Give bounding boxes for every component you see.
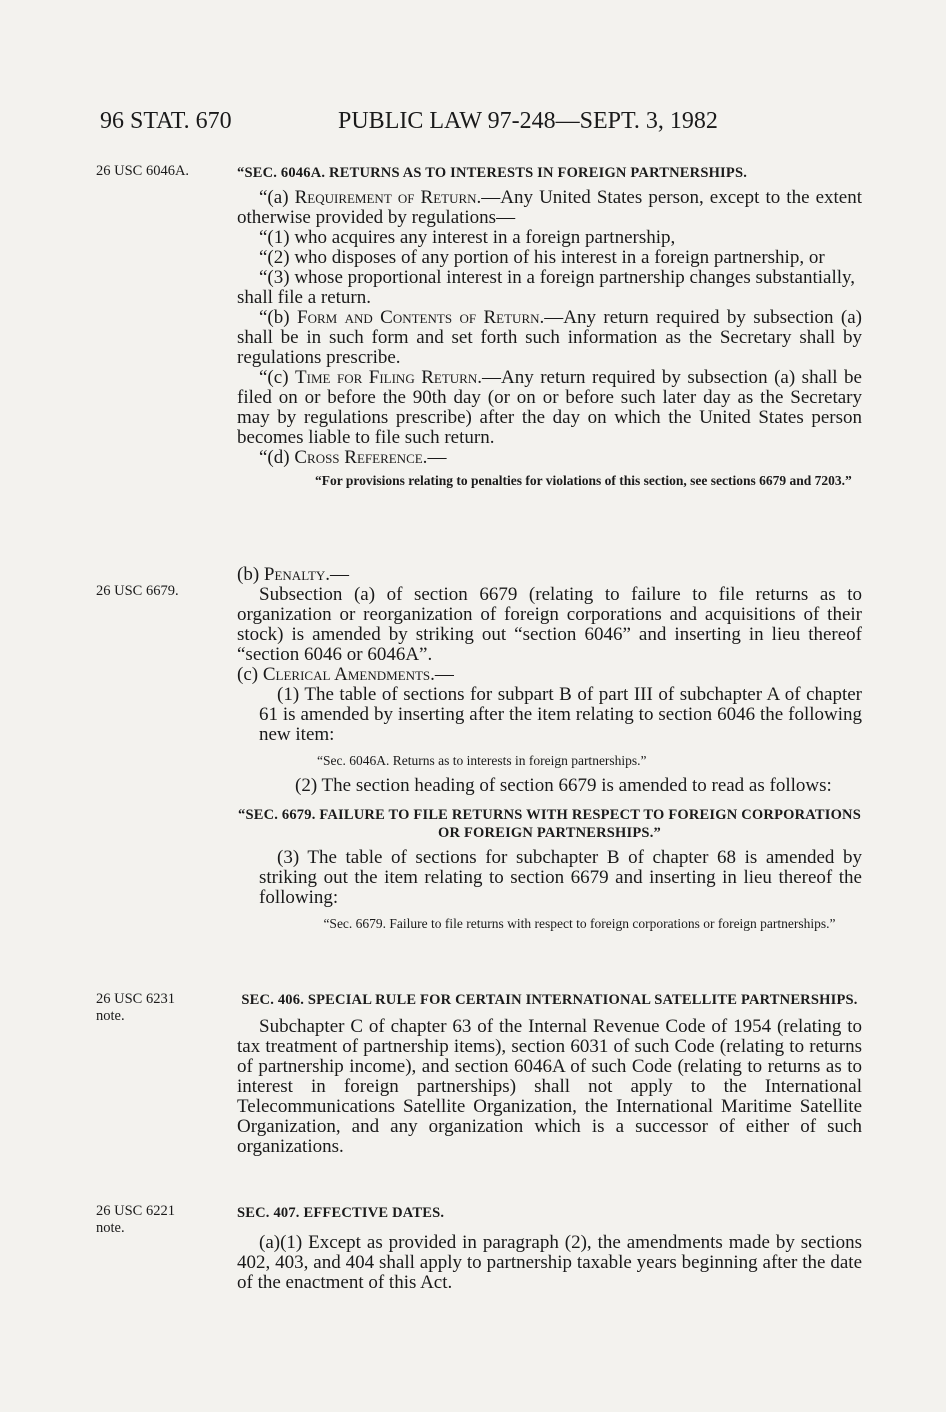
- penalty-text: Subsection (a) of section 6679 (relating to failure to file returns as to organization or reorganization of foreign corporations and acquisitions of their stock) is amended by striking out “section 6046” and inserting in lieu thereof “section 6046 or 6046A”.: [237, 584, 862, 665]
- margin-note-6221: [96, 1203, 175, 1237]
- clerical-p1-item: “Sec. 6046A. Returns as to interests in foreign partnerships.”: [317, 753, 647, 768]
- margin-note-6231: [96, 991, 175, 1025]
- para-caption: Form and Contents of Return.: [297, 307, 545, 328]
- section-heading: SEC. 407. EFFECTIVE DATES.: [237, 1205, 445, 1221]
- section-406: [237, 991, 862, 1157]
- paragraph-a: [237, 188, 862, 228]
- para-lead: “(c): [259, 367, 296, 388]
- penalty-heading: [237, 565, 862, 585]
- para-text: —: [427, 447, 447, 468]
- para-lead: “(d): [259, 447, 295, 468]
- paragraph-a3: “(3) whose proportional interest in a foreign partnership changes substantially,: [259, 267, 856, 288]
- margin-note-6679: 26 USC 6679.: [96, 583, 179, 599]
- section-text: (a)(1) Except as provided in paragraph (2), the amendments made by sections 402, 403, and 404 shall apply to partnership taxable years beginning after the date of the enactment of this Act.: [237, 1232, 862, 1293]
- clerical-p1: (1) The table of sections for subpart B of part III of subchapter A of chapter 61 is amended by inserting after the item relating to section 6046 the following new item:: [259, 684, 862, 745]
- para-caption: Clerical Amendments.: [262, 664, 435, 685]
- clerical-p2-heading: “SEC. 6679. FAILURE TO FILE RETURNS WITH RESPECT TO FOREIGN CORPORATIONS OR FOREIGN PARTNERSHIPS.”: [238, 807, 861, 841]
- clerical-heading: [237, 665, 862, 685]
- section-6046a: [237, 163, 862, 488]
- page-title: PUBLIC LAW 97-248—SEPT. 3, 1982: [338, 108, 718, 134]
- section-heading: “SEC. 6046A. RETURNS AS TO INTERESTS IN FOREIGN PARTNERSHIPS.: [237, 165, 748, 181]
- para-dash: —: [330, 564, 350, 585]
- para-text: —Any return required by subsection (a) shall be filed on or before the 90th day (or on or before such later day as the Secretary may by regulations prescribe) after the day on which the United States person becomes liable to file such return.: [237, 367, 862, 448]
- margin-note-6046a: 26 USC 6046A.: [96, 163, 190, 179]
- paragraph-a2: “(2) who disposes of any portion of his interest in a foreign partnership, or: [259, 247, 825, 268]
- para-dash: —: [434, 664, 454, 685]
- para-text: —Any United States person, except to the extent otherwise provided by regulations—: [237, 187, 862, 228]
- section-heading: SEC. 406. SPECIAL RULE FOR CERTAIN INTERNATIONAL SATELLITE PARTNERSHIPS.: [241, 992, 858, 1008]
- paragraph-a-end: shall file a return.: [237, 287, 372, 308]
- margin-note-line: 26 USC 6231: [96, 991, 175, 1007]
- clerical-p2: (2) The section heading of section 6679 is amended to read as follows:: [295, 775, 832, 796]
- paragraph-d: [237, 448, 862, 468]
- paragraph-a1: “(1) who acquires any interest in a foreign partnership,: [259, 227, 676, 248]
- page-number: 96 STAT. 670: [100, 108, 232, 134]
- margin-note-line: 26 USC 6221: [96, 1203, 175, 1219]
- para-caption: Time for Filing Return.: [295, 367, 482, 388]
- paragraph-c: [237, 368, 862, 448]
- section-407: [237, 1203, 862, 1293]
- para-caption: Requirement of Return.: [294, 187, 482, 208]
- para-caption: Cross Reference.: [294, 447, 428, 468]
- para-lead: “(b): [259, 307, 297, 328]
- cross-reference-note: “For provisions relating to penalties for violations of this section, see sections 6679 and 7203.”: [315, 473, 852, 488]
- para-lead: “(a): [259, 187, 295, 208]
- para-lead: (c): [237, 664, 263, 685]
- margin-note-line: note.: [96, 1220, 125, 1236]
- para-lead: (b): [237, 564, 264, 585]
- section-penalty: [237, 565, 862, 931]
- paragraph-b: [237, 308, 862, 368]
- para-text: —Any return required by subsection (a) shall be in such form and set forth such information as the Secretary shall by regulations prescribe.: [237, 307, 862, 368]
- para-caption: Penalty.: [263, 564, 331, 585]
- clerical-p3-item: “Sec. 6679. Failure to file returns with respect to foreign corporations or foreign partnerships.”: [323, 916, 836, 931]
- section-text: Subchapter C of chapter 63 of the Internal Revenue Code of 1954 (relating to tax treatment of partnership items), section 6031 of such Code (relating to returns of partnership income), and section 6046A of such Code (relating to returns as to interest in foreign partnerships) shall not apply to the International Telecommunications Satellite Organization, the International Maritime Satellite Organization, and any organization which is a successor of either of such organizations.: [237, 1016, 862, 1157]
- clerical-p3: (3) The table of sections for subchapter B of chapter 68 is amended by striking out the item relating to section 6679 and inserting in lieu thereof the following:: [259, 847, 862, 908]
- margin-note-line: note.: [96, 1008, 125, 1024]
